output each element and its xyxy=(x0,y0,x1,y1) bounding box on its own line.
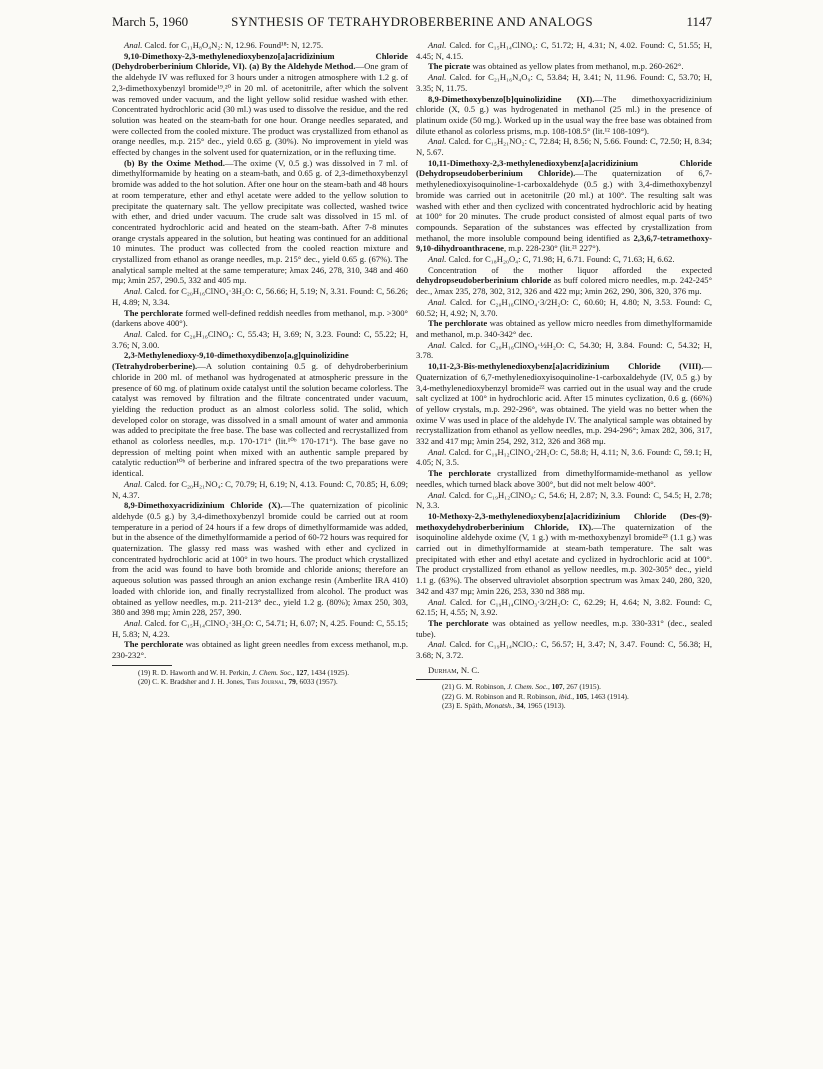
right-paragraph-text: Calcd. for C₂₀H₁₆ClNO₄·3/2H₂O: C, 60.60; H, 4.80; N, 3.53. Found: C, 60.52; H, 4.92; N, 3.70. xyxy=(416,296,712,318)
left-paragraph-text: Anal. xyxy=(124,617,143,628)
left-paragraph-text: 2,3-Methylenedioxy-9,10-dimethoxydibenzo[a,g]quinolizidine (Tetrahydroberberine). xyxy=(112,350,349,372)
left-footnote-2 xyxy=(112,677,408,686)
left-footnote-text: This Journal xyxy=(246,677,285,687)
right-footnote-text: Monatsh. xyxy=(484,701,513,711)
left-paragraph-text: The perchlorate xyxy=(124,307,183,318)
right-footnote-text: 107 xyxy=(551,682,563,692)
right-paragraph-text: Calcd. for C₁₉H₁₄NClO₇: C, 56.57; H, 3.47; N, 3.47. Found: C, 56.38; H, 3.68; N, 3.72. xyxy=(416,639,712,661)
right-footnote-2 xyxy=(416,692,712,701)
left-paragraph-text: —The oxime (V, 0.5 g.) was dissolved in 7 ml. of dimethylformamide by heating on a steam-bath, and 0.65 g. of 2,3-dimethoxybenzyl bromide was added to the hot solution. After one hour on the steam-bath and 48 hours at room temperature, ether and ethyl acetate were added to the yellow solution to precipitate the quaternary salt. The yellow precipitate was collected, washed twice with ether, and dried under vacuum. The crude salt was dissolved in 15 ml. of concentrated hydrochloric acid and heated on the steam-bath. After 7-8 minutes orange crystals appeared in the solution, but heating was continued for an additional 10 minutes. The product was collected from the cooled reaction mixture and crystallized from ethanol as orange needles, m.p. 215° dec., yield 0.65 g. (67%). The analytical sample melted at the same temperature; λmax 246, 278, 310, 348 and 460 mμ; λmin 257, 290.5, 332 and 405 mμ. xyxy=(112,157,408,286)
right-paragraph-text: The perchlorate xyxy=(428,318,488,329)
author-address: Durham, N. C. xyxy=(428,664,480,675)
left-paragraph-text: Anal. xyxy=(124,40,143,50)
left-paragraph-text: Calcd. for C₂₀H₁₆ClNO₄·3H₂O: C, 56.66; H, 5.19; N, 3.31. Found: C, 56.26; H, 4.89; N, 3.34. xyxy=(112,286,408,307)
right-paragraph-2 xyxy=(416,61,712,72)
right-footnote-text: 105 xyxy=(575,691,587,701)
right-footnote-3 xyxy=(416,701,712,710)
right-footnote-text: 34 xyxy=(516,701,524,711)
right-paragraph-5 xyxy=(416,136,712,157)
right-paragraph-18 xyxy=(416,618,712,639)
right-paragraph-text: 2,3,6,7-tetramethoxy-9,10-dihydroanthracene xyxy=(416,232,712,254)
right-paragraphs xyxy=(416,40,712,661)
left-footnote-text: , 6033 (1957). xyxy=(295,677,338,687)
right-paragraph-7 xyxy=(416,254,712,265)
left-paragraph-7 xyxy=(112,350,408,478)
right-paragraph-text: Calcd. for C₁₅H₁₄ClNO₆: C, 51.72; H, 4.31; N, 4.02. Found: C, 51.55; H, 4.45; N, 4.15. xyxy=(416,40,712,61)
right-footnote-text: , 267 (1915). xyxy=(562,682,601,692)
right-paragraph-text: Calcd. for C₁₉H₁₂ClNO₈: C, 54.6; H, 2.87; N, 3.3. Found: C, 54.5; H, 2.78; N, 3.3. xyxy=(416,489,712,511)
right-paragraph-10 xyxy=(416,318,712,339)
left-paragraph-3 xyxy=(112,158,408,286)
left-footnote-text: 79 xyxy=(288,677,296,687)
left-paragraph-text: The perchlorate xyxy=(124,639,184,650)
right-paragraph-text: Anal. xyxy=(428,254,447,265)
right-paragraph-text: Anal. xyxy=(428,446,447,457)
right-paragraph-text: crystallized from dimethylformamide-methanol as yellow needles, which turned black above 300°, but did not melt below 400°. xyxy=(416,468,713,489)
right-footnote-1 xyxy=(416,682,712,691)
right-footnote-text: , xyxy=(572,691,576,701)
right-paragraph-text: Concentration of the mother liquor afforded the expected xyxy=(428,264,712,275)
right-paragraph-text: —The quaternization of the isoquinoline aldehyde oxime (V, 1 g.) with m-methoxybenzyl bromide²³ (1.1 g.) was carried out in dimethylformamide at steam-bath temperature. The salt was precipitated with ether and ethyl acetate and cyclized in hydrochloric acid at 100°. The product crystallized from ethanol as yellow needles, m.p. 302-305° dec., yield 1.1 g. (63%). The observed ultraviolet absorption spectrum was λmax 240, 280, 320, 342 and 437 mμ; λmin 226, 253, 330 nd 388 mμ. xyxy=(416,521,712,596)
left-paragraph-text: —A solution containing 0.5 g. of dehydroberberinium chloride in 200 ml. of methanol was hydrogenated at atmospheric pressure in the presence of 60 mg. of platinum oxide catalyst until the solution became colorless. The catalyst was removed by filtration and the filtrate concentrated under vacuum, yielding the reduction product as an almost colorless solid. The solid, which developed color on storage, was dissolved in a small amount of water and ammonia was added to precipitate the free base. The base was collected and recrystallized from ethanol as colorless needles, m.p. 170-171° (lit.¹⁰ᵇ 170-171°). The base gave no depression of melting point when mixed with an authentic sample prepared by catalytic reduction¹⁰ᵇ of berberine and infrared spectra of the two preparations were identical. xyxy=(112,361,409,479)
left-footnote-text: (20) C. K. Bradsher and J. H. Jones, xyxy=(138,677,247,687)
right-paragraph-3 xyxy=(416,72,712,93)
right-paragraph-19 xyxy=(416,639,712,660)
right-footnote-text: J. Chem. Soc. xyxy=(507,682,548,692)
right-paragraph-6 xyxy=(416,158,712,254)
footnote-rule xyxy=(416,679,472,680)
left-paragraph-8 xyxy=(112,479,408,500)
right-paragraph-text: Calcd. for C₁₉H₁₂ClNO₄·2H₂O: C, 58.8; H, 4.11; N, 3.6. Found: C, 59.1; H, 4.05; N, 3.5. xyxy=(416,446,712,468)
right-paragraph-text: was obtained as yellow needles, m.p. 330-331° (dec., sealed tube). xyxy=(416,617,713,639)
footnote-rule xyxy=(112,665,172,666)
right-paragraph-text: Anal. xyxy=(428,489,447,500)
right-paragraph-text: 10-Methoxy-2,3-methylenedioxybenz[a]acridizinium Chloride (Des-(9)-methoxydehydroberberinium Chloride, IX). xyxy=(416,510,712,532)
right-paragraph-text: —Quaternization of 6,7-methylenedioxyisoquinoline-1-carboxaldehyde (IV, 0.5 g.) by 3,4-methylenedioxybenzyl bromide²² was carried out in the usual way and the crude salt cyclized at 100° in hydrochloric acid. After 15 minutes cyclization, 0.6 g. (66%) of yellow crystals, m.p. 292-296°, was obtained. The yield was no better when the oxime V was used in place of the aldehyde IV. The analytical sample was obtained by recrystallization from ethanol as yellow needles, m.p. 294-296°; λmax 282, 306, 317, 332 and 417 mμ; λmin 254, 292, 312, 326 and 368 mμ. xyxy=(416,361,712,447)
left-paragraph-6 xyxy=(112,329,408,350)
header-title: SYNTHESIS OF TETRAHYDROBERBERINE AND ANALOGS xyxy=(231,14,593,29)
right-paragraph-17 xyxy=(416,597,712,618)
right-paragraph-11 xyxy=(416,340,712,361)
left-paragraph-text: —One gram of the aldehyde IV was refluxed for 3 hours under a nitrogen atmosphere with 1.2 g. of 2,3-dimethoxybenzyl bromide¹⁹,²⁰ in 20 ml. of acetonitrile, after which the solvent was removed under vacuum, and the light yellow solid residue washed with ether. Concentrated hydrochloric acid (30 ml.) was used to dissolve the residue, and the red solution was heated on the steam-bath for one hour. Orange needles separated, and were collected from the cooled mixture. The product was crystallized from ethanol as orange needles, m.p. 215° dec., yield 0.65 g. (30%). No improvement in yield was effected by changes in the solvent used for quaternization, or in the refluxing time. xyxy=(112,61,408,158)
right-footnote-text: , 1965 (1913). xyxy=(523,701,566,711)
left-footnote-text: , 1434 (1925). xyxy=(307,667,350,677)
right-paragraph-text: dehydropseudoberberinium chloride xyxy=(416,275,552,286)
left-paragraph-text: 8,9-Dimethoxyacridizinium Chloride (X). xyxy=(124,500,283,511)
left-paragraph-text: Calcd. for C₁₅H₁₄ClNO₂·3H₂O: C, 54.71; H, 6.07; N, 4.25. Found: C, 55.15; H, 5.83; N, 4.23. xyxy=(112,617,408,639)
right-footnote-text: (23) E. Späth, xyxy=(442,701,485,711)
left-footnote-text: J. Chem. Soc. xyxy=(251,667,293,677)
left-paragraph-10 xyxy=(112,618,408,639)
right-footnote-text: , xyxy=(512,701,517,711)
right-paragraph-text: 8,9-Dimethoxybenzo[b]quinolizidine (XI). xyxy=(428,93,595,104)
left-paragraph-4 xyxy=(112,286,408,307)
right-paragraph-14 xyxy=(416,468,712,489)
right-paragraph-text: as buff colored micro needles, m.p. 242-245° dec., λmax 235, 278, 302, 312, 326 and 422 mμ; λmin 262, 290, 306, 320, 376 mμ. xyxy=(416,275,713,297)
left-paragraph-text: (b) By the Oxime Method. xyxy=(124,157,225,168)
right-paragraph-text: Calcd. for C₁₉H₁₄ClNO₃·3/2H₂O: C, 62.29; H, 4.64; N, 3.82. Found: C, 62.15; H, 4.55; N, 3.92. xyxy=(416,596,712,618)
right-paragraph-text: Calcd. for C₂₀H₁₆ClNO₈·½H₂O: C, 54.30; H, 3.84. Found: C, 54.32; H, 3.78. xyxy=(416,339,712,361)
left-footnote-text: 127 xyxy=(296,667,308,677)
right-paragraph-text: Anal. xyxy=(428,339,447,350)
right-footnote-text: , xyxy=(547,682,552,692)
right-footnote-text: (22) G. M. Robinson and R. Robinson, xyxy=(442,691,559,701)
left-footnote-text: , xyxy=(292,667,297,677)
left-paragraph-5 xyxy=(112,308,408,329)
left-footnote-1 xyxy=(112,668,408,677)
right-paragraph-text: Anal. xyxy=(428,72,447,83)
left-paragraph-text: Calcd. for C₂₀H₁₆ClNO₈: C, 55.43; H, 3.69; N, 3.23. Found: C, 55.22; H, 3.76; N, 3.00. xyxy=(112,328,408,350)
right-paragraph-text: Calcd. for C₁₈H₂₀O₄: C, 71.98; H, 6.71. Found: C, 71.63; H, 6.62. xyxy=(446,254,675,265)
right-paragraph-text: 10,11-Dimethoxy-2,3-methylenedioxybenz[a]acridizinium Chloride (Dehydropseudoberberinium Chloride). xyxy=(416,157,712,179)
right-paragraph-text: The perchlorate xyxy=(428,617,489,628)
right-footnote-text: , 1463 (1914). xyxy=(586,691,629,701)
left-footnote-text: (19) R. D. Haworth and W. H. Perkin, xyxy=(138,667,252,677)
header-date: March 5, 1960 xyxy=(112,14,189,29)
right-paragraph-text: —The dimethoxyacridizinium chloride (X, 0.5 g.) was hydrogenated in methanol (25 ml.) in the presence of platinum oxide (50 mg.). Worked up in the usual way the free base was obtained from dilute ethanol as colorless prisms, m.p. 108-108.5° (lit.¹² 108-109°). xyxy=(416,93,712,136)
left-paragraph-text: Calcd. for C₂₀H₂₁NO₄: C, 70.79; H, 6.19; N, 4.13. Found: C, 70.85; H, 6.09; N, 4.37. xyxy=(112,478,408,500)
right-paragraph-16 xyxy=(416,511,712,597)
page-number: 1147 xyxy=(686,14,712,29)
right-paragraph-text: was obtained as yellow plates from methanol, m.p. 260-262°. xyxy=(470,61,684,72)
left-paragraph-9 xyxy=(112,500,408,618)
right-paragraph-text: The perchlorate xyxy=(428,468,491,479)
left-paragraph-text: Anal. xyxy=(124,328,143,339)
right-paragraph-13 xyxy=(416,447,712,468)
right-column xyxy=(416,40,712,711)
left-footnote-text: , xyxy=(284,677,289,687)
right-footnote-text: ibid. xyxy=(558,691,573,701)
left-paragraph-text: Calcd. for C₁₁H₈O₄N₂: N, 12.96. Found¹⁸: N, 12.75. xyxy=(142,40,324,50)
right-paragraph-text: Calcd. for C₁₅H₂₁NO₂: C, 72.84; H, 8.56; N, 5.66. Found: C, 72.50; H, 8.34; N, 5.67. xyxy=(416,136,712,158)
right-paragraph-12 xyxy=(416,361,712,447)
left-paragraph-2 xyxy=(112,51,408,158)
left-paragraph-text: formed well-defined reddish needles from methanol, m.p. >300° (darkens above 400°). xyxy=(112,307,408,329)
right-paragraph-text: Anal. xyxy=(428,136,447,147)
right-paragraph-text: Anal. xyxy=(428,596,447,607)
left-paragraph-text: —The quaternization of picolinic aldehyde (0.5 g.) by 3,4-dimethoxybenzyl bromide could be carried out at room temperature in a period of 24 hours if a few drops of dimethylformamide was added, but in the absence of the dimethylformamide a period of 60-72 hours was required for quaternization. The glassy red mass was washed with ether and cyclized in concentrated hydrochloric acid at 100° in two hours. The product which crystallized from the acid was found to have both bromide and chloride anions; therefore an aqueous solution was passed through an anion exchange resin (Amberlite IRA 410) loaded with chloride ion, and finally recrystallized from alcohol. The product was obtained as yellow needles, m.p. 211-213° dec., yield 1.2 g. (80%); λmax 250, 303, 380 and 398 mμ; λmin 228, 257, 390. xyxy=(112,500,408,618)
right-paragraph-text: Anal. xyxy=(428,296,447,307)
right-paragraph-text: The picrate xyxy=(428,61,471,72)
right-paragraph-text: was obtained as yellow micro needles from dimethylformamide and methanol, m.p. 340-342° dec. xyxy=(416,318,713,339)
running-header xyxy=(112,14,712,32)
left-column xyxy=(112,40,408,687)
left-paragraph-text: 9,10-Dimethoxy-2,3-methylenedioxybenzo[a]acridizinium Chloride (Dehydroberberinium Chloride, VI). (a) By the Aldehyde Method. xyxy=(112,50,408,72)
left-footnotes xyxy=(112,668,408,687)
right-footnotes xyxy=(416,682,712,710)
right-paragraph-9 xyxy=(416,297,712,318)
left-paragraph-11 xyxy=(112,639,408,660)
left-paragraphs xyxy=(112,40,408,661)
right-paragraph-text: Anal. xyxy=(428,639,447,650)
left-paragraph-text: Anal. xyxy=(124,478,143,489)
right-paragraph-15 xyxy=(416,490,712,511)
right-paragraph-text: Anal. xyxy=(428,40,447,50)
left-paragraph-text: was obtained as light green needles from excess methanol, m.p. 230-232°. xyxy=(112,639,408,661)
left-paragraph-text: Anal. xyxy=(124,286,143,297)
right-paragraph-8 xyxy=(416,265,712,297)
right-paragraph-text: Calcd. for C₂₁H₁₆N₄O₉: C, 53.84; H, 3.41; N, 11.96. Found: C, 53.70; H, 3.35; N, 11.75. xyxy=(416,72,712,93)
right-paragraph-text: , m.p. 228-230° (lit.²¹ 227°). xyxy=(503,243,601,254)
right-footnote-text: (21) G. M. Robinson, xyxy=(442,682,508,692)
left-paragraph-1 xyxy=(112,40,408,51)
right-paragraph-4 xyxy=(416,94,712,137)
right-paragraph-1 xyxy=(416,40,712,61)
right-paragraph-text: —The quaternization of 6,7-methylenedioxyisoquinoline-1-carboxaldehyde (0.5 g.) with 3,4-dimethoxybenzyl bromide was carried out in acetonitrile (20 ml.) at 100°. The resulting salt was washed with ether and then cyclized with concentrated hydrochloric acid by heating at 100° for 20 minutes. The crude product consisted of almost equal parts of two compounds. Separation of the substances was effected by crystallization from methanol, the more insoluble compound being identified as xyxy=(416,168,712,243)
right-paragraph-text: 10,11-2,3-Bis-methylenedioxybenz[a]acridizinium Chloride (VIII). xyxy=(428,361,704,372)
